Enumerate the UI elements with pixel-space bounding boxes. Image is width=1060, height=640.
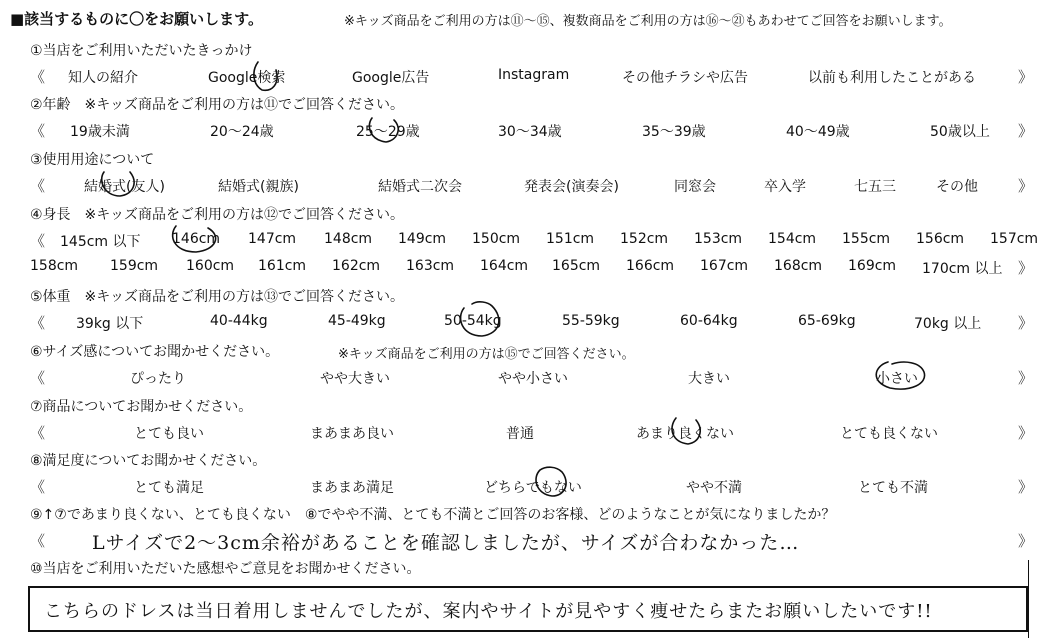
q7-option: 普通: [506, 426, 534, 442]
bracket-open: 《: [30, 68, 46, 86]
question-8-label: ⑧満足度についてお聞かせください。: [30, 453, 267, 469]
q3-option: 結婚式二次会: [378, 179, 462, 195]
margin-line: [1028, 560, 1029, 638]
q8-option: どちらでもない: [484, 480, 582, 496]
q6-option: 大きい: [688, 371, 730, 387]
q4-option: 156cm: [916, 231, 965, 247]
q8-option: とても満足: [134, 480, 204, 496]
q4-option: 164cm: [480, 258, 529, 274]
q8-option: やや不満: [686, 480, 742, 496]
q5-option: 39kg 以下: [76, 316, 144, 332]
bracket-open: 《: [30, 177, 46, 195]
q7-option: とても良くない: [840, 426, 938, 442]
q2-option: 20〜24歳: [210, 124, 274, 140]
section-title: ■該当するものに〇をお願いします。: [10, 10, 263, 28]
q1-option: 以前も利用したことがある: [808, 70, 976, 86]
bracket-close: 》: [1018, 177, 1034, 195]
q4-option: 153cm: [694, 231, 743, 247]
q5-option: 50-54kg: [444, 313, 502, 329]
bracket-close: 》: [1018, 424, 1034, 442]
q1-option: 知人の紹介: [68, 70, 138, 86]
q4-option: 149cm: [398, 231, 447, 247]
q4-option: 148cm: [324, 231, 373, 247]
bracket-open: 《: [30, 122, 46, 140]
q1-option: Google広告: [352, 70, 430, 86]
q4-option: 160cm: [186, 258, 235, 274]
bracket-close: 》: [1018, 259, 1034, 277]
bracket-close: 》: [1018, 478, 1034, 496]
q4-option: 145cm 以下: [60, 234, 141, 250]
q4-option: 159cm: [110, 258, 159, 274]
bracket-close: 》: [1018, 122, 1034, 140]
q5-option: 40-44kg: [210, 313, 268, 329]
q4-option: 158cm: [30, 258, 79, 274]
q4-option: 168cm: [774, 258, 823, 274]
q4-option: 155cm: [842, 231, 891, 247]
bracket-close: 》: [1018, 68, 1034, 86]
q4-option: 154cm: [768, 231, 817, 247]
q7-option: まあまあ良い: [310, 426, 394, 442]
q4-option: 167cm: [700, 258, 749, 274]
q5-option: 60-64kg: [680, 313, 738, 329]
q4-option: 150cm: [472, 231, 521, 247]
q3-option: 同窓会: [674, 179, 716, 195]
bracket-close: 》: [1018, 314, 1034, 332]
bracket-close: 》: [1018, 369, 1034, 387]
q8-option: とても不満: [858, 480, 928, 496]
q4-option: 170cm 以上: [922, 261, 1003, 277]
q1-option: その他チラシや広告: [622, 70, 748, 86]
q4-option: 151cm: [546, 231, 595, 247]
q4-option: 146cm: [172, 231, 221, 247]
q4-option: 152cm: [620, 231, 669, 247]
question-6-label: ⑥サイズ感についてお聞かせください。: [30, 344, 280, 360]
bracket-open: 《: [30, 232, 46, 250]
q4-option: 147cm: [248, 231, 297, 247]
q4-option: 163cm: [406, 258, 455, 274]
q6-option: 小さい: [876, 371, 918, 387]
question-6-note: ※キッズ商品をご利用の方は⑮でご回答ください。: [338, 347, 635, 362]
q3-option: その他: [936, 179, 978, 195]
question-5-label: ⑤体重 ※キッズ商品をご利用の方は⑬でご回答ください。: [30, 289, 404, 305]
q7-option: あまり良くない: [636, 426, 734, 442]
question-2-label: ②年齢 ※キッズ商品をご利用の方は⑪でご回答ください。: [30, 97, 404, 113]
q8-option: まあまあ満足: [310, 480, 394, 496]
q4-option: 162cm: [332, 258, 381, 274]
q6-option: やや小さい: [498, 371, 568, 387]
question-10-label: ⑩当店をご利用いただいた感想やご意見をお聞かせください。: [30, 561, 421, 577]
q3-option: 七五三: [854, 179, 896, 195]
q3-option: 結婚式(友人): [84, 179, 165, 195]
q3-option: 卒入学: [764, 179, 806, 195]
q1-option: Instagram: [498, 67, 570, 83]
q2-option: 35〜39歳: [642, 124, 706, 140]
q4-option: 165cm: [552, 258, 601, 274]
q2-option: 40〜49歳: [786, 124, 850, 140]
question-1-label: ①当店をご利用いただいたきっかけ: [30, 43, 253, 59]
q4-option: 157cm: [990, 231, 1039, 247]
q5-option: 55-59kg: [562, 313, 620, 329]
header-note: ※キッズ商品をご利用の方は⑪〜⑮、複数商品をご利用の方は⑯〜㉑もあわせてご回答をお願いします。: [344, 14, 952, 29]
q3-option: 結婚式(親族): [218, 179, 299, 195]
q5-option: 70kg 以上: [914, 316, 982, 332]
bracket-open: 《: [30, 369, 46, 387]
q4-option: 161cm: [258, 258, 307, 274]
bracket-open: 《: [30, 532, 46, 550]
q2-option: 30〜34歳: [498, 124, 562, 140]
q10-handwritten-answer: こちらのドレスは当日着用しませんでしたが、案内やサイトが見やすく痩せたらまたお願いしたいです!!: [44, 601, 933, 622]
q5-option: 45-49kg: [328, 313, 386, 329]
q7-option: とても良い: [134, 426, 204, 442]
question-4-label: ④身長 ※キッズ商品をご利用の方は⑫でご回答ください。: [30, 207, 404, 223]
q2-option: 25〜29歳: [356, 124, 420, 140]
q2-option: 50歳以上: [930, 124, 990, 140]
q2-option: 19歳未満: [70, 124, 130, 140]
bracket-close: 》: [1018, 532, 1034, 550]
bracket-open: 《: [30, 314, 46, 332]
q9-handwritten-answer: Lサイズで2〜3cm余裕があることを確認しましたが、サイズが合わなかった…: [92, 532, 800, 554]
q6-option: ぴったり: [130, 371, 186, 387]
q1-option: Google検索: [208, 70, 286, 86]
question-3-label: ③使用用途について: [30, 152, 155, 168]
q5-option: 65-69kg: [798, 313, 856, 329]
bracket-open: 《: [30, 478, 46, 496]
bracket-open: 《: [30, 424, 46, 442]
q3-option: 発表会(演奏会): [524, 179, 619, 195]
q4-option: 169cm: [848, 258, 897, 274]
question-9-label: ⑨↑⑦であまり良くない、とても良くない ⑧でやや不満、とても不満とご回答のお客様、どのようなことが気になりましたか？: [30, 507, 836, 523]
question-7-label: ⑦商品についてお聞かせください。: [30, 399, 253, 415]
q4-option: 166cm: [626, 258, 675, 274]
q6-option: やや大きい: [320, 371, 390, 387]
